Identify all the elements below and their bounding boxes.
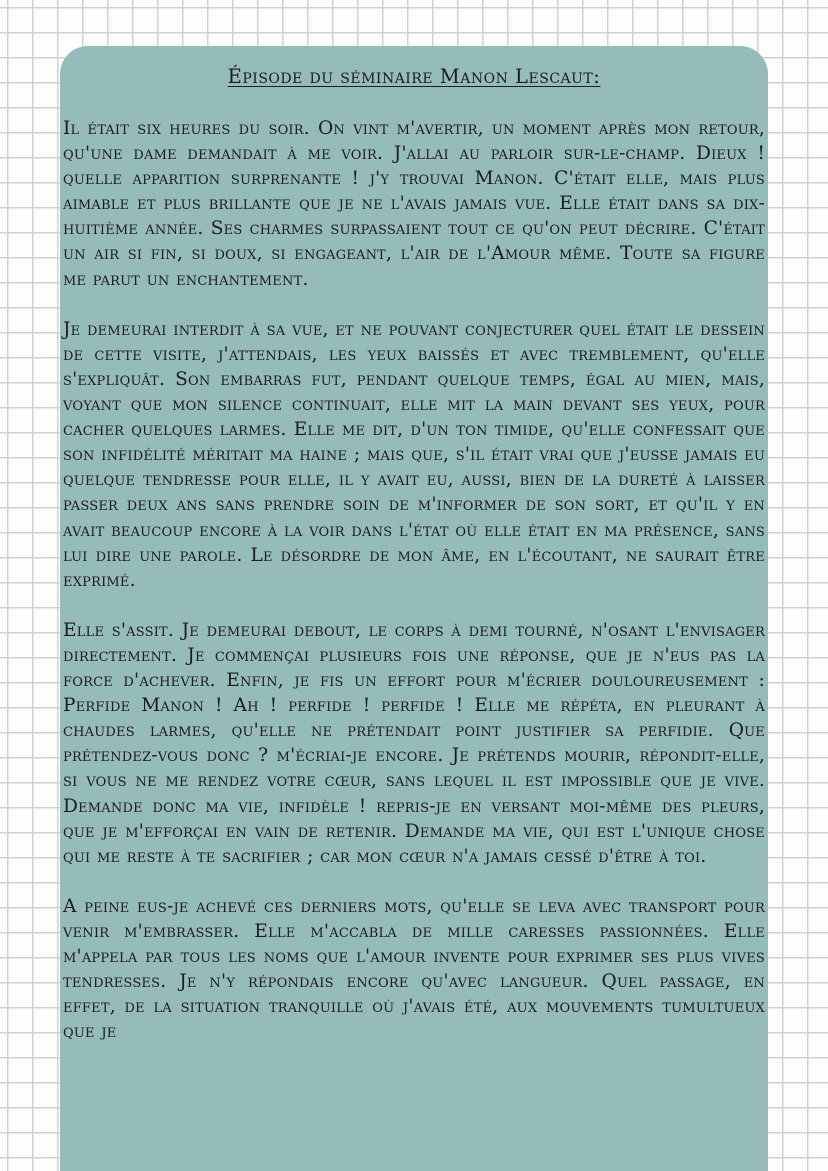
text-card xyxy=(60,46,768,1171)
paragraph-3: Elle s'assit. Je demeurai debout, le corps à demi tourné, n'osant l'envisager directement. Je commençai plusieurs fois une réponse, que je n'eus pas la force d'achever. Enfin, je fis un effort pour m'écrier douloureusement : Perfide Manon ! Ah ! perfide ! perfide ! Elle me répéta, en pleurant à chaudes larmes, qu'elle ne prétendait point justifier sa perfidie. Que prétendez-vous donc ? m'écriai-je encore. Je prétends mourir, répondit-elle, si vous ne me rendez votre cœur, sans lequel il est impossible que je vive. Demande donc ma vie, infidèle ! repris-je en versant moi-même des pleurs, que je m'efforçai en vain de retenir. Demande ma vie, qui est l'unique chose qui me reste à te sacrifier ; car mon cœur n'a jamais cessé d'être à toi. xyxy=(63,619,765,867)
paragraph-4: A peine eus-je achevé ces derniers mots, qu'elle se leva avec transport pour venir m'embrasser. Elle m'accabla de mille caresses passionnées. Elle m'appela par tous les noms que l'amour invente pour exprimer ses plus vives tendresses. Je n'y répondais encore qu'avec langueur. Quel passage, en effet, de la situation tranquille où j'avais été, aux mouvements tumultueux que je xyxy=(63,895,765,1043)
document-title: Épisode du séminaire Manon Lescaut: xyxy=(227,65,601,88)
paragraph-1: Il était six heures du soir. On vint m'avertir, un moment après mon retour, qu'une dame demandait à me voir. J'allai au parloir sur-le-champ. Dieux ! quelle apparition surprenante ! j'y trouvai Manon. C'était elle, mais plus aimable et plus brillante que je ne l'avais jamais vue. Elle était dans sa dix-huitième année. Ses charmes surpassaient tout ce qu'on peut décrire. C'était un air si fin, si doux, si engageant, l'air de l'Amour même. Toute sa figure me parut un enchantement. xyxy=(63,118,765,290)
paragraph-2: Je demeurai interdit à sa vue, et ne pouvant conjecturer quel était le dessein de cette visite, j'attendais, les yeux baissés et avec tremblement, qu'elle s'expliquât. Son embarras fut, pendant quelque temps, égal au mien, mais, voyant que mon silence continuait, elle mit la main devant ses yeux, pour cacher quelques larmes. Elle me dit, d'un ton timide, qu'elle confessait que son infidélité méritait ma haine ; mais que, s'il était vrai que j'eusse jamais eu quelque tendresse pour elle, il y avait eu, aussi, bien de la dureté à laisser passer deux ans sans prendre soin de m'informer de son sort, et qu'il y en avait beaucoup encore à la voir dans l'état où elle était en ma présence, sans lui dire une parole. Le désordre de mon âme, en l'écoutant, ne saurait être exprimé. xyxy=(63,318,765,591)
